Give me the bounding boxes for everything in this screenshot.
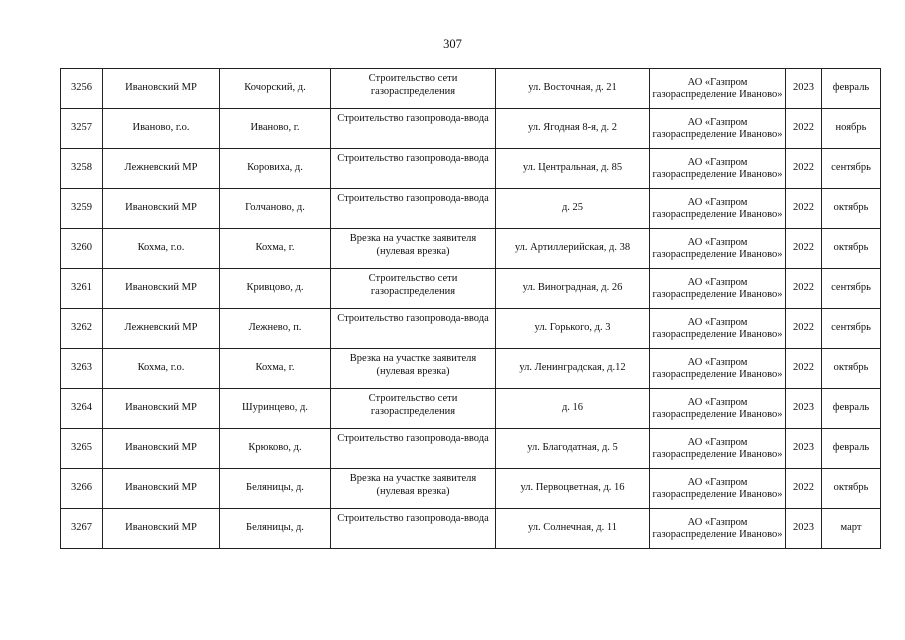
cell-work-type: Строительство газопровода-ввода (331, 309, 496, 349)
cell-work-type: Врезка на участке заявителя (нулевая врезка) (331, 229, 496, 269)
cell-number: 3262 (61, 309, 103, 349)
cell-district: Иваново, г.о. (103, 109, 220, 149)
cell-organization: АО «Газпром газораспределение Иваново» (650, 309, 786, 349)
cell-organization: АО «Газпром газораспределение Иваново» (650, 229, 786, 269)
table-row (61, 269, 881, 309)
cell-organization: АО «Газпром газораспределение Иваново» (650, 269, 786, 309)
cell-month: сентябрь (822, 149, 881, 189)
cell-number: 3266 (61, 469, 103, 509)
cell-work-type: Строительство газопровода-ввода (331, 189, 496, 229)
cell-number: 3256 (61, 69, 103, 109)
cell-address: ул. Артиллерийская, д. 38 (496, 229, 650, 269)
cell-month: сентябрь (822, 309, 881, 349)
cell-year: 2023 (786, 389, 822, 429)
cell-district: Ивановский МР (103, 429, 220, 469)
cell-number: 3265 (61, 429, 103, 469)
cell-organization: АО «Газпром газораспределение Иваново» (650, 429, 786, 469)
cell-organization: АО «Газпром газораспределение Иваново» (650, 509, 786, 549)
table-row (61, 189, 881, 229)
cell-work-type: Строительство сети газораспределения (331, 269, 496, 309)
cell-number: 3267 (61, 509, 103, 549)
cell-settlement: Шуринцево, д. (220, 389, 331, 429)
cell-work-type: Строительство сети газораспределения (331, 69, 496, 109)
cell-year: 2022 (786, 149, 822, 189)
cell-work-type: Строительство газопровода-ввода (331, 149, 496, 189)
cell-district: Лежневский МР (103, 149, 220, 189)
cell-address: д. 25 (496, 189, 650, 229)
cell-address: ул. Виноградная, д. 26 (496, 269, 650, 309)
table-row (61, 229, 881, 269)
cell-address: ул. Первоцветная, д. 16 (496, 469, 650, 509)
cell-address: ул. Центральная, д. 85 (496, 149, 650, 189)
cell-settlement: Кохма, г. (220, 229, 331, 269)
cell-address: ул. Солнечная, д. 11 (496, 509, 650, 549)
cell-district: Ивановский МР (103, 189, 220, 229)
cell-number: 3260 (61, 229, 103, 269)
cell-month: сентябрь (822, 269, 881, 309)
cell-district: Кохма, г.о. (103, 229, 220, 269)
cell-district: Ивановский МР (103, 509, 220, 549)
cell-organization: АО «Газпром газораспределение Иваново» (650, 469, 786, 509)
cell-month: февраль (822, 429, 881, 469)
cell-settlement: Беляницы, д. (220, 469, 331, 509)
cell-organization: АО «Газпром газораспределение Иваново» (650, 389, 786, 429)
cell-address: ул. Ленинградская, д.12 (496, 349, 650, 389)
cell-year: 2023 (786, 509, 822, 549)
cell-organization: АО «Газпром газораспределение Иваново» (650, 189, 786, 229)
cell-month: октябрь (822, 229, 881, 269)
table-row (61, 349, 881, 389)
cell-organization: АО «Газпром газораспределение Иваново» (650, 69, 786, 109)
cell-month: февраль (822, 389, 881, 429)
table-row (61, 469, 881, 509)
cell-work-type: Строительство газопровода-ввода (331, 429, 496, 469)
cell-address: ул. Восточная, д. 21 (496, 69, 650, 109)
cell-work-type: Строительство газопровода-ввода (331, 509, 496, 549)
cell-district: Ивановский МР (103, 389, 220, 429)
cell-address: ул. Благодатная, д. 5 (496, 429, 650, 469)
cell-district: Ивановский МР (103, 69, 220, 109)
table-row (61, 149, 881, 189)
cell-month: октябрь (822, 469, 881, 509)
cell-number: 3261 (61, 269, 103, 309)
cell-settlement: Кочорский, д. (220, 69, 331, 109)
table-row (61, 109, 881, 149)
cell-number: 3259 (61, 189, 103, 229)
cell-number: 3263 (61, 349, 103, 389)
cell-settlement: Иваново, г. (220, 109, 331, 149)
table-row (61, 509, 881, 549)
cell-year: 2022 (786, 469, 822, 509)
cell-settlement: Кривцово, д. (220, 269, 331, 309)
cell-year: 2022 (786, 269, 822, 309)
cell-work-type: Строительство газопровода-ввода (331, 109, 496, 149)
cell-organization: АО «Газпром газораспределение Иваново» (650, 349, 786, 389)
table-row (61, 69, 881, 109)
cell-work-type: Врезка на участке заявителя (нулевая врезка) (331, 469, 496, 509)
cell-district: Лежневский МР (103, 309, 220, 349)
cell-organization: АО «Газпром газораспределение Иваново» (650, 109, 786, 149)
cell-address: д. 16 (496, 389, 650, 429)
registry-table (60, 68, 881, 549)
cell-number: 3257 (61, 109, 103, 149)
table-body (61, 69, 881, 549)
cell-year: 2023 (786, 429, 822, 469)
cell-settlement: Лежнево, п. (220, 309, 331, 349)
cell-year: 2022 (786, 309, 822, 349)
cell-month: ноябрь (822, 109, 881, 149)
cell-month: март (822, 509, 881, 549)
table-row (61, 429, 881, 469)
page-number: 307 (443, 37, 462, 51)
cell-settlement: Крюково, д. (220, 429, 331, 469)
cell-address: ул. Горького, д. 3 (496, 309, 650, 349)
cell-address: ул. Ягодная 8-я, д. 2 (496, 109, 650, 149)
cell-year: 2022 (786, 189, 822, 229)
cell-work-type: Строительство сети газораспределения (331, 389, 496, 429)
table-row (61, 389, 881, 429)
cell-organization: АО «Газпром газораспределение Иваново» (650, 149, 786, 189)
cell-year: 2022 (786, 229, 822, 269)
cell-year: 2023 (786, 69, 822, 109)
table-row (61, 309, 881, 349)
cell-settlement: Голчаново, д. (220, 189, 331, 229)
cell-month: февраль (822, 69, 881, 109)
cell-district: Ивановский МР (103, 469, 220, 509)
cell-year: 2022 (786, 109, 822, 149)
cell-month: октябрь (822, 349, 881, 389)
cell-settlement: Беляницы, д. (220, 509, 331, 549)
cell-district: Кохма, г.о. (103, 349, 220, 389)
cell-number: 3264 (61, 389, 103, 429)
cell-settlement: Коровиха, д. (220, 149, 331, 189)
cell-work-type: Врезка на участке заявителя (нулевая врезка) (331, 349, 496, 389)
cell-number: 3258 (61, 149, 103, 189)
cell-year: 2022 (786, 349, 822, 389)
cell-month: октябрь (822, 189, 881, 229)
cell-district: Ивановский МР (103, 269, 220, 309)
cell-settlement: Кохма, г. (220, 349, 331, 389)
